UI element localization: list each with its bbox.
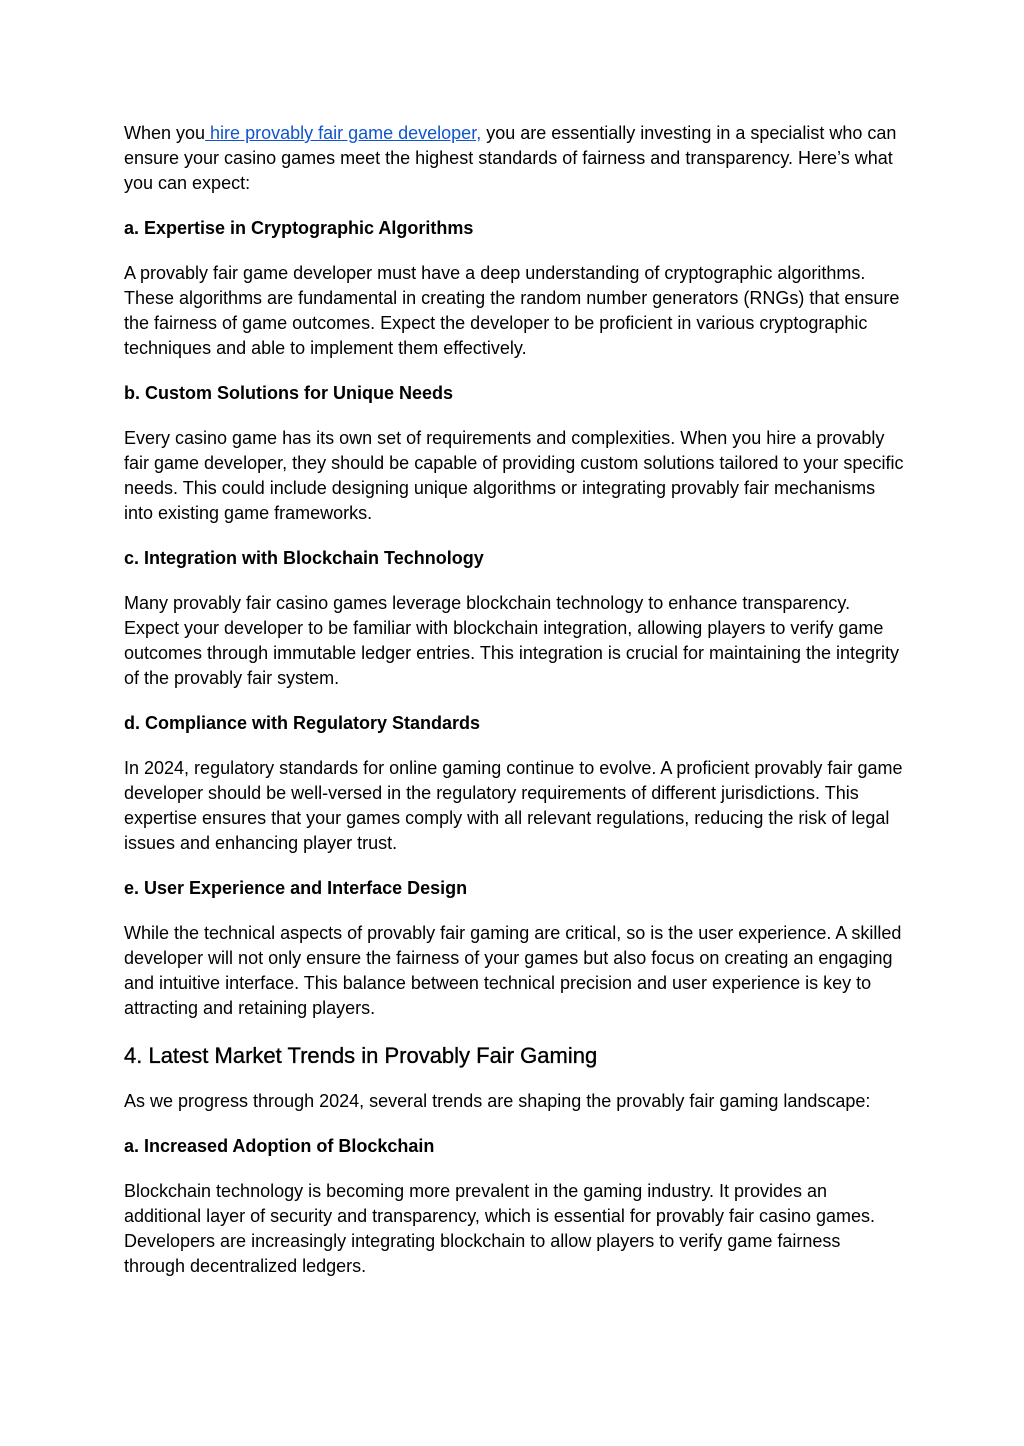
paragraph-custom-solutions: Every casino game has its own set of requirements and complexities. When you hire a provably fair game developer, they should be capable of providing custom solutions tailored to your specific needs. This could include designing unique algorithms or integrating provably fair mechanisms into existing game frameworks. xyxy=(124,428,904,523)
paragraph-blockchain-adoption: Blockchain technology is becoming more prevalent in the gaming industry. It provides an additional layer of security and transparency, which is essential for provably fair casino games. Developers are increasingly integrating blockchain to allow players to verify game fairness through decentralized ledgers. xyxy=(124,1181,876,1276)
subheading-regulatory-compliance: d. Compliance with Regulatory Standards xyxy=(124,713,481,733)
paragraph-user-experience: While the technical aspects of provably fair gaming are critical, so is the user experience. A skilled developer will not only ensure the fairness of your games but also focus on creating an engaging and intuitive interface. This balance between technical precision and user experience is key to attracting and retaining players. xyxy=(124,923,902,1018)
hire-developer-link[interactable]: hire provably fair game developer, xyxy=(205,123,482,143)
section-4-intro: As we progress through 2024, several trends are shaping the provably fair gaming landscape: xyxy=(124,1091,871,1111)
subheading-cryptographic: a. Expertise in Cryptographic Algorithms xyxy=(124,218,474,238)
document-page xyxy=(124,121,904,1299)
subheading-blockchain-integration: c. Integration with Blockchain Technology xyxy=(124,548,484,568)
section-4-title: 4. Latest Market Trends in Provably Fair Gaming xyxy=(124,1043,598,1068)
paragraph-cryptographic: A provably fair game developer must have a deep understanding of cryptographic algorithms. These algorithms are fundamental in creating the random number generators (RNGs) that ensure the fairness of game outcomes. Expect the developer to be proficient in various cryptographic techniques and able to implement them effectively. xyxy=(124,263,900,358)
intro-text-before-link: When you xyxy=(124,123,206,143)
paragraph-regulatory-compliance: In 2024, regulatory standards for online gaming continue to evolve. A proficient provably fair game developer should be well-versed in the regulatory requirements of different jurisdictions. This expertise ensures that your games comply with all relevant regulations, reducing the risk of legal issues and enhancing player trust. xyxy=(124,758,903,853)
subheading-blockchain-adoption: a. Increased Adoption of Blockchain xyxy=(124,1136,435,1156)
subheading-user-experience: e. User Experience and Interface Design xyxy=(124,878,468,898)
subheading-custom-solutions: b. Custom Solutions for Unique Needs xyxy=(124,383,454,403)
paragraph-blockchain-integration: Many provably fair casino games leverage blockchain technology to enhance transparency. Expect your developer to be familiar with blockchain integration, allowing players to verify game outcomes through immutable ledger entries. This integration is crucial for maintaining the integrity of the provably fair system. xyxy=(124,593,900,688)
intro-text-after-link: you are essentially investing in a specialist who can ensure your casino games meet the highest standards of fairness and transparency. Here’s what you can expect: xyxy=(124,123,897,193)
intro-paragraph xyxy=(124,121,904,196)
